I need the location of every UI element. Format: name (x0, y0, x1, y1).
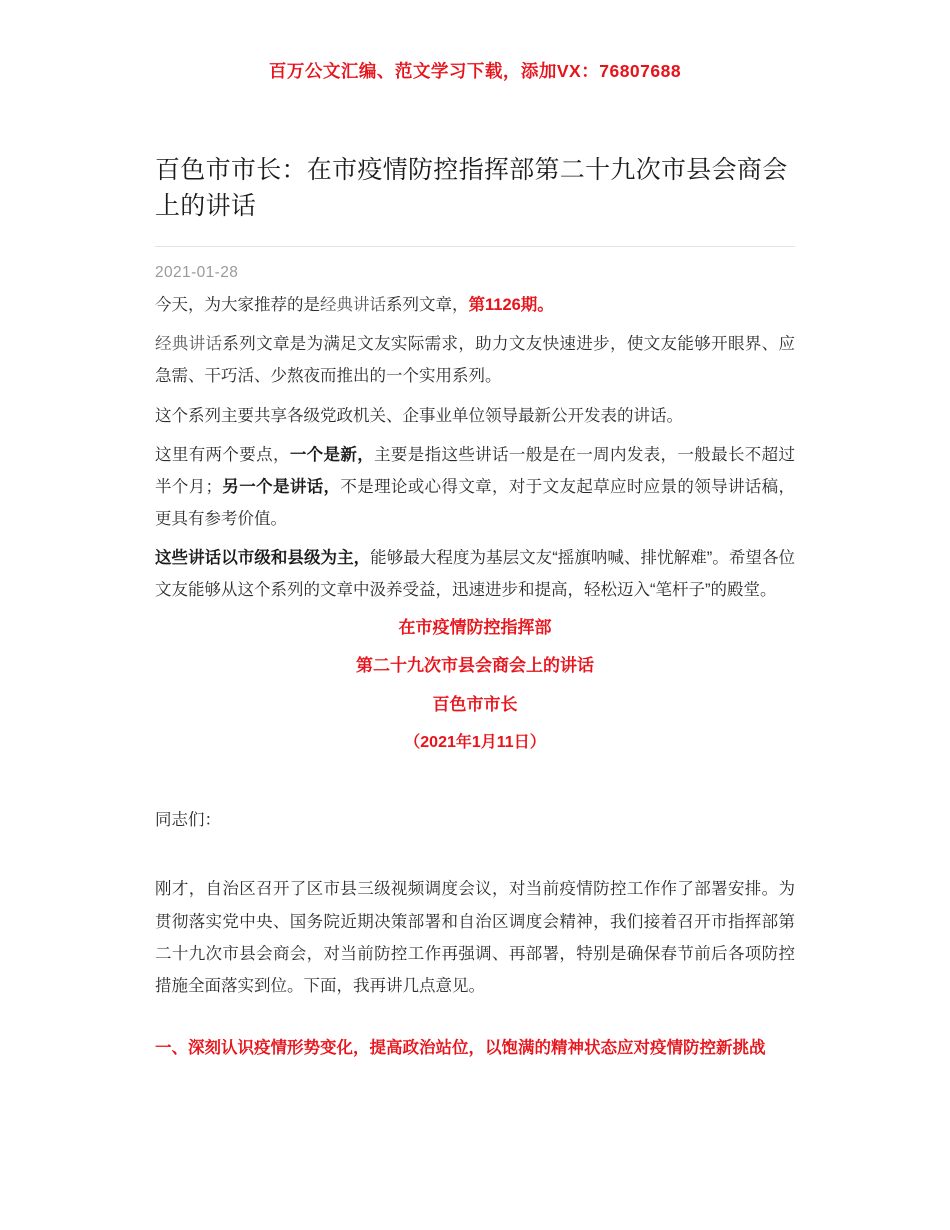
spacer-before-salutation (155, 759, 795, 797)
intro-line-1-b: 系列文章， (386, 296, 469, 314)
title-divider (155, 246, 795, 247)
intro-line-3: 这个系列主要共享各级党政机关、企事业单位领导最新公开发表的讲话。 (155, 406, 683, 425)
intro-line-2-text: 系列文章是为满足文友实际需求，助力文友快速进步，使文友能够开眼界、应急需、干巧活、少熬夜而推出的一个实用系列。 (155, 335, 796, 386)
key-point-2: 另一个是讲话， (222, 477, 341, 496)
speech-date: （2021年1月11日） (404, 733, 546, 751)
spacer-before-section-1 (155, 1002, 795, 1032)
intro-line-2 (155, 321, 795, 392)
section-heading-1: 一、深刻认识疫情形势变化，提高政治站位，以饱满的精神状态应对疫情防控新挑战 (155, 1039, 766, 1058)
speech-speaker: 百色市市长 (432, 694, 518, 714)
body-paragraph-1: 刚才，自治区召开了区市县三级视频调度会议，对当前疫情防控工作作了部署安排。为贯彻落实党中央、国务院近期决策部署和自治区调度会精神，我们接着召开市指挥部第二十九次市县会商会，对当前防控工作再强调、再部署，特别是确保春节前后各项防控措施全面落实到位。下面，我再讲几点意见。 (155, 880, 795, 995)
document-content (155, 153, 795, 1064)
intro-line-4-d: 不是理论或心得文章，对于文友起草应时应景的领导讲话稿，更具有参考价值。 (155, 477, 796, 529)
intro-line-4-c: 主要是指这些讲话一般是在一周内发表，一般最长不超过半个月； (155, 445, 796, 496)
intro-line-4-a: 这里有两个要点， (155, 445, 290, 464)
page-title: 百色市市长：在市疫情防控指挥部第二十九次市县会商会上的讲话 (155, 156, 788, 220)
spacer-after-salutation (155, 836, 795, 866)
intro-line-1 (155, 282, 795, 321)
series-name-2: 经典讲话 (155, 334, 223, 354)
intro-line-5-bold: 这些讲话以市级和县级为主， (155, 549, 371, 568)
issue-number: 第1126期。 (468, 296, 554, 314)
key-point-1: 一个是新， (289, 445, 375, 464)
intro-line-5 (155, 535, 795, 606)
publish-date: 2021-01-28 (155, 264, 239, 281)
speech-header-line-1: 在市疫情防控指挥部 (398, 617, 552, 637)
speech-header-line-2: 第二十九次市县会商会上的讲话 (356, 656, 594, 676)
salutation: 同志们： (155, 811, 221, 830)
intro-line-5-text: 能够最大程度为基层文友“摇旗呐喊、排忧解难”。希望各位文友能够从这个系列的文章中汲养受益，迅速进步和提高，轻松迈入“笔杆子”的殿堂。 (155, 549, 795, 600)
series-name-1: 经典讲话 (320, 295, 386, 314)
intro-line-4 (155, 432, 795, 536)
intro-line-1-a: 今天，为大家推荐的是 (155, 296, 320, 314)
promo-banner: 百万公文汇编、范文学习下载，添加VX：76807688 (268, 61, 682, 81)
